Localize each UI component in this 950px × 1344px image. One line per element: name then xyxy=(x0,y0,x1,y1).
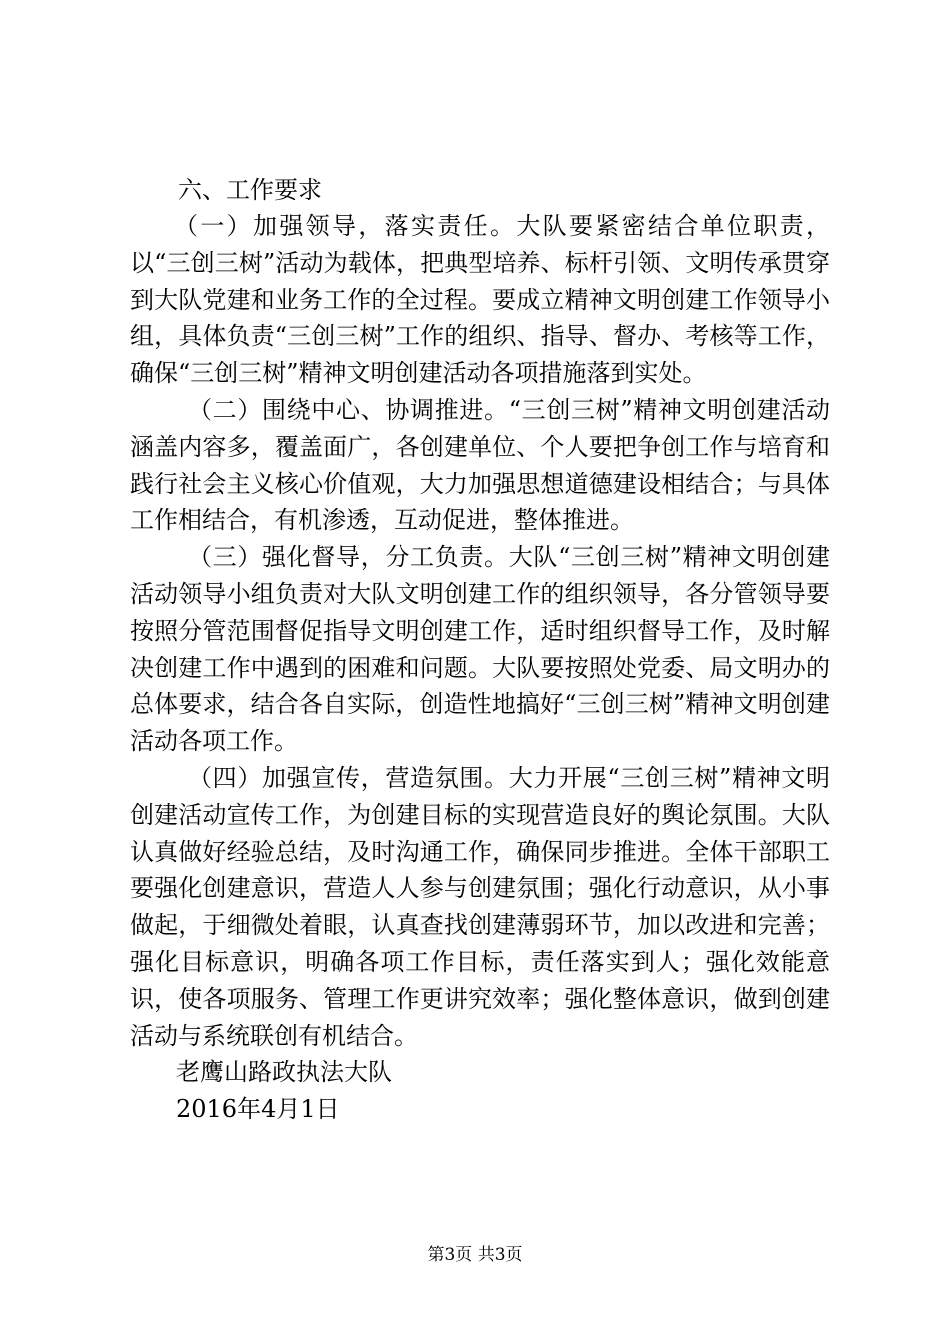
signature-date: 2016年4月1日 xyxy=(176,1095,340,1124)
paragraph-3: （三）强化督导，分工负责。大队“三创三树”精神文明创建活动领导小组负责对大队文明创建工作的组织领导，各分管领导要按照分管范围督促指导文明创建工作，适时组织督导工作，及时解决创建工作中遇到的困难和问题。大队要按照处党委、局文明办的总体要求，结合各自实际，创造性地搞好“三创三树”精神文明创建活动各项工作。 xyxy=(130,543,830,756)
paragraph-4: （四）加强宣传，营造氛围。大力开展“三创三树”精神文明创建活动宣传工作，为创建目标的实现营造良好的舆论氛围。大队认真做好经验总结，及时沟通工作，确保同步推进。全体干部职工要强化创建意识，营造人人参与创建氛围；强化行动意识，从小事做起，于细微处着眼，认真查找创建薄弱环节，加以改进和完善；强化目标意识，明确各项工作目标，责任落实到人；强化效能意识，使各项服务、管理工作更讲究效率；强化整体意识，做到创建活动与系统联创有机结合。 xyxy=(130,763,830,1050)
paragraph-1: （一）加强领导，落实责任。大队要紧密结合单位职责，以“三创三树”活动为载体，把典型培养、标杆引领、文明传承贯穿到大队党建和业务工作的全过程。要成立精神文明创建工作领导小组，具体负责“三创三树”工作的组织、指导、督办、考核等工作，确保“三创三树”精神文明创建活动各项措施落到实处。 xyxy=(130,212,830,388)
document-body xyxy=(130,172,830,1128)
signature-organization: 老鹰山路政执法大队 xyxy=(176,1058,392,1087)
section-heading: 六、工作要求 xyxy=(178,176,322,204)
page-footer: 第3页 共3页 xyxy=(427,1245,523,1265)
paragraph-2: （二）围绕中心、协调推进。“三创三树”精神文明创建活动涵盖内容多，覆盖面广，各创建单位、个人要把争创工作与培育和践行社会主义核心价值观，大力加强思想道德建设相结合；与具体工作相结合，有机渗透，互动促进，整体推进。 xyxy=(130,395,830,535)
